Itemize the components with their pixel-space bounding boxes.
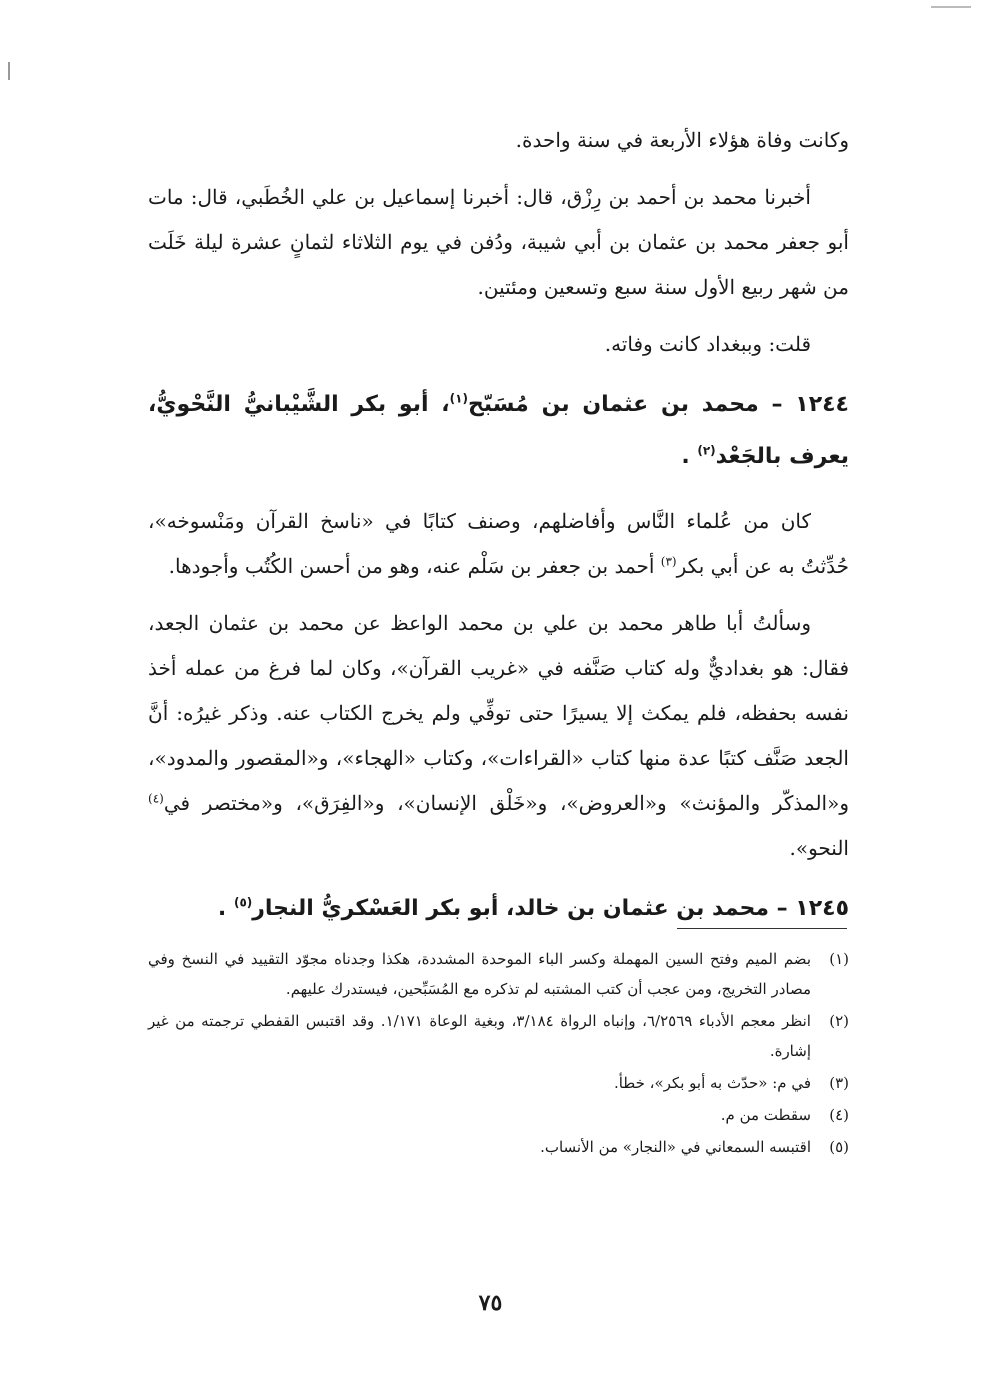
- paragraph-5: [148, 601, 849, 871]
- footnote: [148, 1068, 849, 1098]
- footnote-ref-5: (٥): [233, 895, 253, 910]
- footnote-text: سقطت من م.: [720, 1106, 811, 1124]
- footnote-ref-2: (٢): [697, 443, 716, 458]
- entry-1245-end: .: [217, 896, 227, 921]
- entry-1245-name: ١٢٤٥ – محمد بن عثمان بن خالد، أبو بكر العَسْكريُّ النجار: [252, 896, 849, 921]
- footnotes: [148, 944, 849, 1164]
- paragraph-4-end: أحمد بن جعفر بن سَلْم عنه، وهو من أحسن الكُتُب وأجودها.: [168, 554, 655, 578]
- entry-1244-heading: [148, 379, 849, 483]
- paragraph-5-end: النحو».: [789, 836, 849, 860]
- footnote-text: انظر معجم الأدباء ٦/٢٥٦٩، وإنباه الرواة ٣/١٨٤، وبغية الوعاة ١/١٧١. وقد اقتبس القفطي ترجمته من غير إشارة.: [148, 1012, 811, 1060]
- main-text: [148, 118, 849, 951]
- paragraph-5-text: وسألتُ أبا طاهر محمد بن علي بن محمد الواعظ عن محمد بن عثمان الجعد، فقال: هو بغداديٌّ وله كتاب صَنَّفه في «غريب القرآن»، وكان لما فرغ من عمله أخذ نفسه بحفظه، فلم يمكث إلا يسيرًا حتى توفِّي ولم يخرج الكتاب عنه. وذكر غيرُه: أنَّ الجعد صَنَّف كتبًا عدة منها كتاب «القراءات»، وكتاب «الهجاء»، و«المقصور والمدود»، و«المذكّر والمؤنث» و«العروض»، و«خَلْق الإنسان»، و«الفِرَق»، و«مختصر في: [148, 611, 849, 815]
- scan-edge-mark: [931, 6, 971, 8]
- footnote-ref-4: (٤): [148, 791, 164, 806]
- entry-1244-end: .: [681, 444, 690, 469]
- paragraph-4-text: كان من عُلماء النَّاس وأفاضلهم، وصنف كتابًا في «ناسخ القرآن ومَنْسوخه»، حُدِّثتُ به عن أبي بكر: [148, 509, 849, 578]
- paragraph-1: وكانت وفاة هؤلاء الأربعة في سنة واحدة.: [515, 128, 849, 152]
- scan-edge-mark-left: [8, 62, 10, 80]
- footnote-ref-1: (١): [449, 391, 468, 406]
- footnote-separator: [677, 928, 847, 929]
- footnote-number: (٤): [829, 1106, 849, 1124]
- entry-1244-name: ١٢٤٤ – محمد بن عثمان بن مُسَبّح: [467, 392, 849, 417]
- paragraph-2: أخبرنا محمد بن أحمد بن رِزْق، قال: أخبرنا إسماعيل بن علي الخُطَبي، قال: مات أبو جعفر محمد بن عثمان بن أبي شيبة، ودُفن في يوم الثلاثاء لثمانٍ عشرة ليلة خَلَت من شهر ربيع الأول سنة سبع وتسعين ومئتين.: [148, 185, 849, 299]
- footnote-number: (٥): [829, 1138, 849, 1156]
- footnote-ref-3: (٣): [660, 554, 677, 569]
- entry-1244-nisba: ، أبو بكر الشَّيْبانيُّ النَّحْويُّ، يعرف بالجَعْد: [148, 392, 849, 469]
- footnote-text: في م: «حدّث به أبو بكر»، خطأ.: [613, 1074, 811, 1092]
- footnote-text: بضم الميم وفتح السين المهملة وكسر الباء الموحدة المشددة، هكذا وجدناه مجوّد التقييد في النسخ وفي مصادر التخريج، ومن عجب أن كتب المشتبه لم تذكره مع المُسَبِّحين، فيستدرك عليهم.: [148, 950, 811, 998]
- footnote: [148, 1100, 849, 1130]
- footnote: [148, 1006, 849, 1066]
- footnote-number: (٣): [829, 1074, 849, 1092]
- paragraph-4: [148, 499, 849, 589]
- page-number: ٧٥: [478, 1290, 503, 1316]
- paragraph-3: قلت: وببغداد كانت وفاته.: [604, 332, 811, 356]
- footnote-number: (١): [829, 950, 849, 968]
- footnote: [148, 1132, 849, 1162]
- footnote-number: (٢): [829, 1012, 849, 1030]
- footnote: [148, 944, 849, 1004]
- footnote-text: اقتبسه السمعاني في «النجار» من الأنساب.: [540, 1138, 811, 1156]
